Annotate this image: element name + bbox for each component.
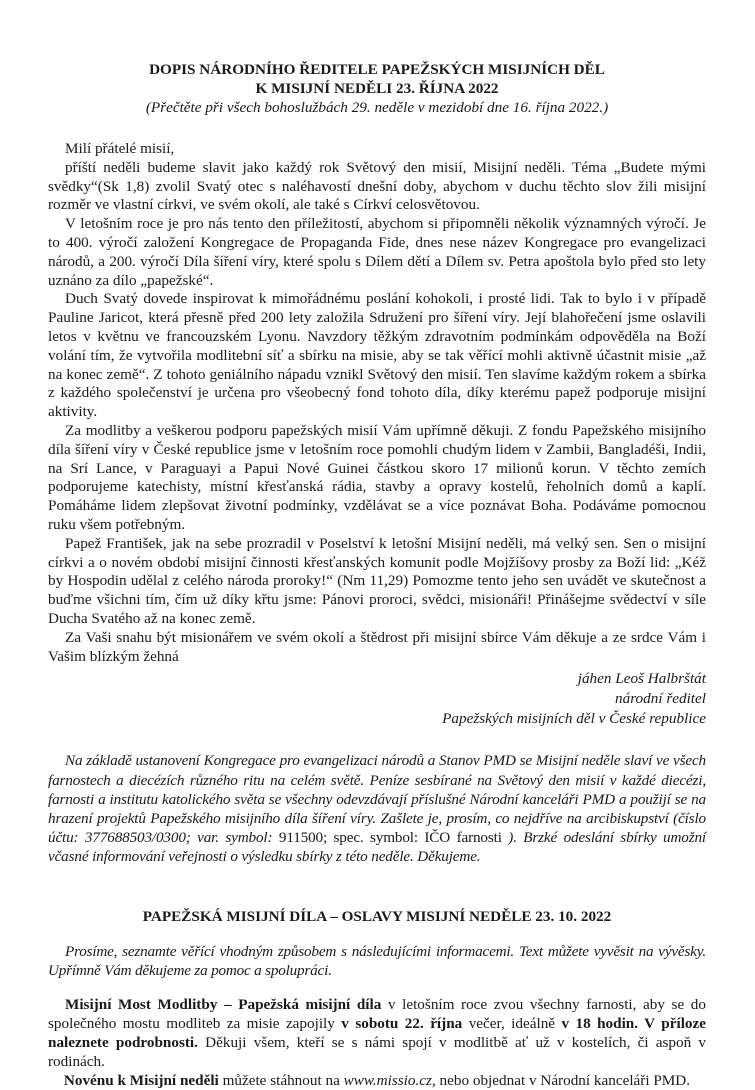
letter-paragraph: Za modlitby a veškerou podporu papežských misií Vám upřímně děkuji. Z fondu Papežského misijního díla šíření víry v České republice jsme v letošním roce pomohli chudým lidem v Zambii, Bangladéši, Indii, na Srí Lance, v Paraguayi a Papui Nové Guinei částkou skoro 17 milionů korun. V těchto zemích podporujeme katechisty, místní křesťanská rádia, stavby a opravy kostelů, řeholních domů a kaplí. Pomáháme lidem zlepšovat životní podmínky, vzdělávat se a více poznávat Boha. Podáváme pomocnou ruku všem potřebným. [48,421,706,533]
letter-title-line-2: K MISIJNÍ NEDĚLI 23. ŘÍJNA 2022 [255,80,499,97]
notice-text-part-1: Na základě ustanovení Kongregace pro evangelizaci národů a Stanov PMD se Misijní neděle slaví ve všech farnostech a diecézích různého ritu na celém světě. Peníze sesbírané na Světový den misií v každé diecézi, farnosti a institutu katolického světa se všechny odevzdávají příslušné Národní kanceláři PMD a použijí se na hrazení projektů Papežského misijního díla šíření víry. Zašlete je, prosím, co nejdříve na arcibiskupství (číslo účtu: 377688503/0300; var. symbol: [48,752,706,847]
letter-title-line-1: DOPIS NÁRODNÍHO ŘEDITELE PAPEŽSKÝCH MISIJNÍCH DĚL [149,61,605,78]
prayer-bridge-paragraph [48,995,706,1071]
prayer-bridge-bold-1: Misijní Most Modlitby – Papežská misijní díla [65,995,382,1013]
prayer-bridge-date: v sobotu 22. října [341,1014,463,1032]
section2-title: PAPEŽSKÁ MISIJNÍ DÍLA – OSLAVY MISIJNÍ NEDĚLE 23. 10. 2022 [142,907,612,925]
prayer-bridge-time: v 18 hodin. V příloze naleznete podrobnosti. [48,1014,706,1051]
letter-paragraph: Papež František, jak na sebe prozradil v Poselství k letošní Misijní neděli, má velký sen. Sen o misijní církvi a o novém období misijní činnosti křesťanských komunit podle Mojžíšovy prosby za Boží lid: „Kéž by Hospodin udělal z celého národa proroky!“ (Nm 11,29) Pomozme tento jeho sen uvádět ve skutečnost a buďme všichni tím, čím už díky křtu jsme: Pánovi proroci, svědci, misionáři! Přinášejme svědectví v síle Ducha Svatého až na konec země. [48,534,706,627]
letter-body [48,140,706,666]
signature-role: národní ředitel [615,690,706,708]
missio-link[interactable]: www.missio.cz, [343,1071,436,1089]
letter-subtitle: (Přečtěte při všech bohoslužbách 29. neděle v mezidobí dne 16. října 2022.) [145,99,609,116]
novena-paragraph [48,1071,706,1090]
collection-notice [48,751,706,866]
signature-name: jáhen Leoš Halbrštát [577,670,706,688]
notice-text-part-3: ). Brzké odeslání sbírky umožní včasné informování veřejnosti o výsledku sbírky z této neděle. Děkujeme. [48,829,706,866]
prayer-bridge-text-2: večer, ideálně [462,1014,562,1032]
letter-paragraph: příští neděli budeme slavit jako každý rok Světový den misií, Misijní neděli. Téma „Budete mými svědky“(Sk 1,8) zvolil Svatý otec s naléhavostí dnešní doby, abychom v duchu těchto slov žili misijní rozměr ve vlastní církvi, ve svém okolí, ale také s Církví celosvětovou. [48,158,706,214]
novena-text-2: nebo objednat v Národní kanceláři PMD. [435,1071,691,1089]
letter-paragraph: Duch Svatý dovede inspirovat k mimořádnému poslání kohokoli, i prosté lidi. Tak to bylo i v případě Pauline Jaricot, která přesně před 200 lety založila Sdružení pro šíření víry. Její blahořečení jsme oslavili letos v květnu ve francouzském Lyonu. Navzdory těžkým zdravotním podmínkám odpověděla na Boží volání tím, že vytvořila modlitební síť a sbírku na misie, aby se tak věřící mohli aktivně účastnit misie „až na konec země“. Z tohoto geniálního nápadu vznikl Světový den misií. Ten slavíme každým rokem a sbírka z každého společenství je určena pro všeobecný fond tohoto díla, díky kterému papež podporuje misijní aktivity. [48,290,706,421]
section2-intro: Prosíme, seznamte věřící vhodným způsobem s následujícími informacemi. Text můžete vyvěsit na vývěsky. Upřímně Vám děkujeme za pomoc a spolupráci. [48,942,706,979]
prayer-bridge-text-1: v letošním roce zvou všechny farnosti, aby se do společného mostu modliteb za misie zapojily [48,995,706,1032]
prayer-bridge-text-3: Děkuji všem, kteří se s námi spojí v modlitbě ať už v kostelích, či aspoň v rodinách. [48,1033,706,1070]
notice-symbols: 911500; spec. symbol: IČO farnosti [278,829,502,847]
novena-bold: Novénu k Misijní neděli [63,1071,219,1089]
novena-text-1: můžete stáhnout na [218,1071,344,1089]
letter-paragraph: V letošním roce je pro nás tento den příležitostí, abychom si připomněli několik významných výročí. Je to 400. výročí založení Kongregace de Propaganda Fide, dnes nese název Kongregace pro evangelizaci národů, a 200. výročí Díla šíření víry, které spolu s Dílem dětí a Dílem sv. Petra apoštola bylo před sto lety uznáno za dílo „papežské“. [48,215,706,289]
letter-header [48,60,706,117]
signature-block [48,669,706,729]
letter-greeting: Milí přátelé misií, [65,140,175,157]
signature-organization: Papežských misijních děl v České republice [442,710,706,728]
letter-paragraph: Za Vaši snahu být misionářem ve svém okolí a štědrost při misijní sbírce Vám děkuje a ze srdce Vám i Vašim blízkým žehná [48,628,706,665]
